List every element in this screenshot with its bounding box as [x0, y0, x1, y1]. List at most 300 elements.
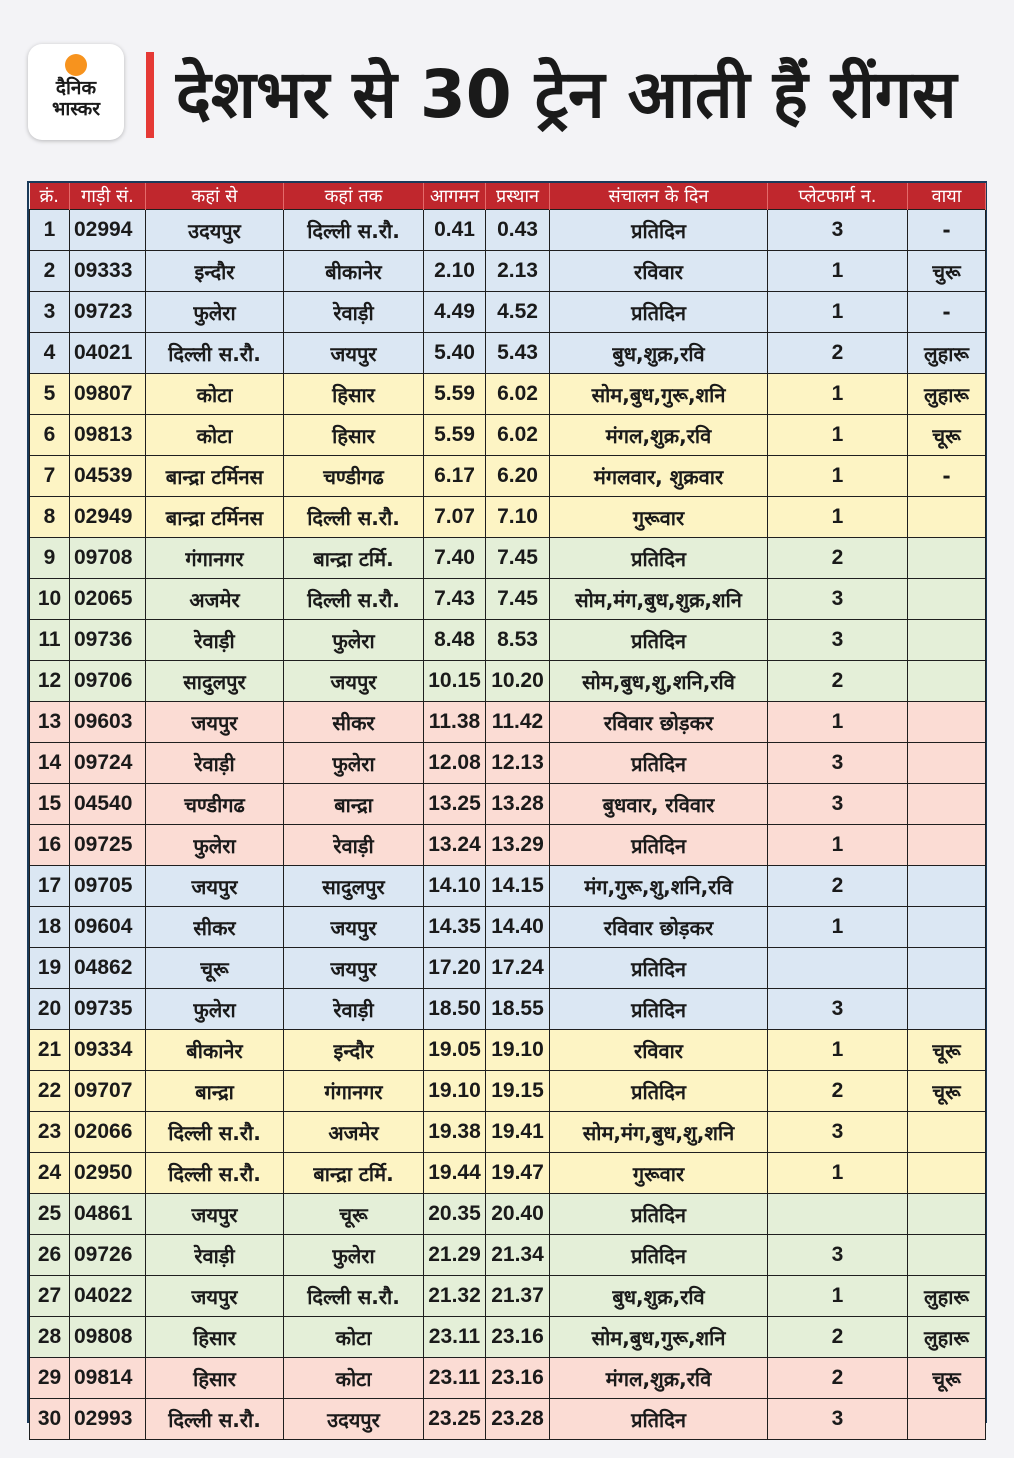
train-number-cell: 02993 [70, 1399, 146, 1440]
train-number-cell: 02949 [70, 497, 146, 538]
header-platform: प्लेटफार्म न. [768, 183, 908, 210]
serial-cell: 11 [30, 620, 70, 661]
platform-cell: 1 [768, 907, 908, 948]
serial-cell: 16 [30, 825, 70, 866]
from-station-cell: अजमेर [146, 579, 284, 620]
operating-days-cell: मंगल,शुक्र,रवि [550, 415, 768, 456]
from-station-cell: चण्डीगढ [146, 784, 284, 825]
train-number-cell: 09735 [70, 989, 146, 1030]
train-number-cell: 04539 [70, 456, 146, 497]
from-station-cell: जयपुर [146, 702, 284, 743]
to-station-cell: जयपुर [284, 907, 424, 948]
serial-cell: 4 [30, 333, 70, 374]
table-row [30, 1112, 986, 1153]
departure-time-cell: 18.55 [486, 989, 550, 1030]
to-station-cell: जयपुर [284, 948, 424, 989]
via-cell: चूरू [908, 1030, 986, 1071]
train-number-cell: 09814 [70, 1358, 146, 1399]
via-cell [908, 538, 986, 579]
table-row [30, 1276, 986, 1317]
arrival-time-cell: 17.20 [424, 948, 486, 989]
table-row [30, 661, 986, 702]
from-station-cell: जयपुर [146, 1276, 284, 1317]
arrival-time-cell: 14.10 [424, 866, 486, 907]
from-station-cell: हिसार [146, 1317, 284, 1358]
train-number-cell: 09808 [70, 1317, 146, 1358]
to-station-cell: बीकानेर [284, 251, 424, 292]
platform-cell: 2 [768, 1358, 908, 1399]
serial-cell: 5 [30, 374, 70, 415]
serial-cell: 24 [30, 1153, 70, 1194]
from-station-cell: रेवाड़ी [146, 620, 284, 661]
departure-time-cell: 23.28 [486, 1399, 550, 1440]
train-number-cell: 09813 [70, 415, 146, 456]
serial-cell: 1 [30, 210, 70, 251]
platform-cell: 3 [768, 1112, 908, 1153]
table-row [30, 989, 986, 1030]
departure-time-cell: 19.10 [486, 1030, 550, 1071]
via-cell [908, 989, 986, 1030]
platform-cell: 2 [768, 333, 908, 374]
train-number-cell: 04022 [70, 1276, 146, 1317]
platform-cell: 1 [768, 292, 908, 333]
to-station-cell: फुलेरा [284, 620, 424, 661]
from-station-cell: दिल्ली स.रौ. [146, 1153, 284, 1194]
table-row [30, 1235, 986, 1276]
operating-days-cell: बुधवार, रविवार [550, 784, 768, 825]
to-station-cell: गंगानगर [284, 1071, 424, 1112]
platform-cell: 1 [768, 374, 908, 415]
table-row [30, 620, 986, 661]
train-number-cell: 09708 [70, 538, 146, 579]
from-station-cell: जयपुर [146, 1194, 284, 1235]
arrival-time-cell: 12.08 [424, 743, 486, 784]
platform-cell: 3 [768, 210, 908, 251]
table-body [30, 210, 986, 1440]
from-station-cell: रेवाड़ी [146, 743, 284, 784]
via-cell [908, 1153, 986, 1194]
table-row [30, 1358, 986, 1399]
to-station-cell: अजमेर [284, 1112, 424, 1153]
table-row [30, 784, 986, 825]
via-cell: - [908, 456, 986, 497]
platform-cell: 1 [768, 415, 908, 456]
via-cell: चूरू [908, 1071, 986, 1112]
from-station-cell: सादुलपुर [146, 661, 284, 702]
serial-cell: 20 [30, 989, 70, 1030]
operating-days-cell: प्रतिदिन [550, 948, 768, 989]
platform-cell: 1 [768, 456, 908, 497]
via-cell [908, 1194, 986, 1235]
table-row [30, 702, 986, 743]
serial-cell: 13 [30, 702, 70, 743]
operating-days-cell: प्रतिदिन [550, 1399, 768, 1440]
via-cell: लुहारू [908, 1276, 986, 1317]
departure-time-cell: 13.28 [486, 784, 550, 825]
from-station-cell: दिल्ली स.रौ. [146, 333, 284, 374]
arrival-time-cell: 0.41 [424, 210, 486, 251]
via-cell: लुहारू [908, 333, 986, 374]
arrival-time-cell: 14.35 [424, 907, 486, 948]
departure-time-cell: 6.20 [486, 456, 550, 497]
arrival-time-cell: 19.10 [424, 1071, 486, 1112]
platform-cell: 2 [768, 1317, 908, 1358]
train-schedule-table-wrapper [27, 181, 987, 1432]
via-cell: - [908, 210, 986, 251]
via-cell [908, 1235, 986, 1276]
to-station-cell: फुलेरा [284, 743, 424, 784]
platform-cell: 3 [768, 579, 908, 620]
to-station-cell: बान्द्रा [284, 784, 424, 825]
arrival-time-cell: 18.50 [424, 989, 486, 1030]
from-station-cell: फुलेरा [146, 989, 284, 1030]
header [0, 0, 1014, 175]
operating-days-cell: प्रतिदिन [550, 1071, 768, 1112]
to-station-cell: जयपुर [284, 333, 424, 374]
train-number-cell: 02066 [70, 1112, 146, 1153]
from-station-cell: कोटा [146, 374, 284, 415]
platform-cell [768, 948, 908, 989]
train-number-cell: 09603 [70, 702, 146, 743]
via-cell [908, 866, 986, 907]
serial-cell: 29 [30, 1358, 70, 1399]
header-arrival: आगमन [424, 183, 486, 210]
via-cell [908, 825, 986, 866]
operating-days-cell: प्रतिदिन [550, 210, 768, 251]
table-row [30, 1399, 986, 1440]
departure-time-cell: 6.02 [486, 374, 550, 415]
table-row [30, 825, 986, 866]
table-row [30, 1153, 986, 1194]
platform-cell: 2 [768, 661, 908, 702]
via-cell [908, 907, 986, 948]
to-station-cell: दिल्ली स.रौ. [284, 1276, 424, 1317]
from-station-cell: बान्द्रा [146, 1071, 284, 1112]
from-station-cell: फुलेरा [146, 825, 284, 866]
serial-cell: 18 [30, 907, 70, 948]
serial-cell: 30 [30, 1399, 70, 1440]
departure-time-cell: 14.15 [486, 866, 550, 907]
table-row [30, 1194, 986, 1235]
train-number-cell: 09707 [70, 1071, 146, 1112]
table-row [30, 907, 986, 948]
arrival-time-cell: 23.11 [424, 1358, 486, 1399]
platform-cell: 1 [768, 1030, 908, 1071]
serial-cell: 3 [30, 292, 70, 333]
table-row [30, 374, 986, 415]
serial-cell: 9 [30, 538, 70, 579]
train-schedule-table [29, 183, 986, 1440]
to-station-cell: उदयपुर [284, 1399, 424, 1440]
train-number-cell: 09334 [70, 1030, 146, 1071]
arrival-time-cell: 13.24 [424, 825, 486, 866]
departure-time-cell: 19.47 [486, 1153, 550, 1194]
to-station-cell: सादुलपुर [284, 866, 424, 907]
arrival-time-cell: 19.38 [424, 1112, 486, 1153]
to-station-cell: कोटा [284, 1317, 424, 1358]
via-cell [908, 1112, 986, 1153]
train-number-cell: 09604 [70, 907, 146, 948]
serial-cell: 12 [30, 661, 70, 702]
departure-time-cell: 11.42 [486, 702, 550, 743]
departure-time-cell: 19.15 [486, 1071, 550, 1112]
header-departure: प्रस्थान [486, 183, 550, 210]
table-row [30, 251, 986, 292]
serial-cell: 19 [30, 948, 70, 989]
operating-days-cell: रविवार छोड़कर [550, 702, 768, 743]
via-cell [908, 620, 986, 661]
to-station-cell: रेवाड़ी [284, 989, 424, 1030]
arrival-time-cell: 7.07 [424, 497, 486, 538]
departure-time-cell: 17.24 [486, 948, 550, 989]
header-to: कहां तक [284, 183, 424, 210]
via-cell [908, 497, 986, 538]
serial-cell: 26 [30, 1235, 70, 1276]
train-number-cell: 04861 [70, 1194, 146, 1235]
from-station-cell: बान्द्रा टर्मिनस [146, 456, 284, 497]
operating-days-cell: गुरूवार [550, 1153, 768, 1194]
train-number-cell: 09725 [70, 825, 146, 866]
arrival-time-cell: 21.29 [424, 1235, 486, 1276]
train-number-cell: 02950 [70, 1153, 146, 1194]
table-row [30, 866, 986, 907]
arrival-time-cell: 7.40 [424, 538, 486, 579]
header-serial: क्रं. [30, 183, 70, 210]
serial-cell: 14 [30, 743, 70, 784]
train-number-cell: 09807 [70, 374, 146, 415]
departure-time-cell: 0.43 [486, 210, 550, 251]
departure-time-cell: 20.40 [486, 1194, 550, 1235]
via-cell [908, 661, 986, 702]
operating-days-cell: सोम,मंग,बुध,शुक्र,शनि [550, 579, 768, 620]
platform-cell: 1 [768, 251, 908, 292]
arrival-time-cell: 23.25 [424, 1399, 486, 1440]
from-station-cell: बीकानेर [146, 1030, 284, 1071]
departure-time-cell: 7.45 [486, 579, 550, 620]
operating-days-cell: रविवार [550, 251, 768, 292]
from-station-cell: जयपुर [146, 866, 284, 907]
from-station-cell: सीकर [146, 907, 284, 948]
serial-cell: 23 [30, 1112, 70, 1153]
arrival-time-cell: 21.32 [424, 1276, 486, 1317]
platform-cell: 3 [768, 1399, 908, 1440]
to-station-cell: हिसार [284, 415, 424, 456]
table-row [30, 333, 986, 374]
train-number-cell: 02065 [70, 579, 146, 620]
platform-cell: 1 [768, 702, 908, 743]
via-cell [908, 579, 986, 620]
to-station-cell: बान्द्रा टर्मि. [284, 538, 424, 579]
from-station-cell: कोटा [146, 415, 284, 456]
train-number-cell: 04862 [70, 948, 146, 989]
serial-cell: 15 [30, 784, 70, 825]
to-station-cell: रेवाड़ी [284, 825, 424, 866]
train-number-cell: 09726 [70, 1235, 146, 1276]
serial-cell: 7 [30, 456, 70, 497]
departure-time-cell: 19.41 [486, 1112, 550, 1153]
operating-days-cell: प्रतिदिन [550, 620, 768, 661]
operating-days-cell: रविवार छोड़कर [550, 907, 768, 948]
via-cell: लुहारू [908, 374, 986, 415]
table-row [30, 579, 986, 620]
operating-days-cell: प्रतिदिन [550, 538, 768, 579]
platform-cell: 2 [768, 866, 908, 907]
arrival-time-cell: 4.49 [424, 292, 486, 333]
arrival-time-cell: 5.59 [424, 374, 486, 415]
logo-text: दैनिक भास्कर [51, 77, 101, 120]
arrival-time-cell: 13.25 [424, 784, 486, 825]
operating-days-cell: प्रतिदिन [550, 825, 768, 866]
table-row [30, 415, 986, 456]
train-number-cell: 09705 [70, 866, 146, 907]
departure-time-cell: 2.13 [486, 251, 550, 292]
arrival-time-cell: 23.11 [424, 1317, 486, 1358]
serial-cell: 8 [30, 497, 70, 538]
to-station-cell: कोटा [284, 1358, 424, 1399]
arrival-time-cell: 19.05 [424, 1030, 486, 1071]
via-cell [908, 1399, 986, 1440]
to-station-cell: दिल्ली स.रौ. [284, 210, 424, 251]
serial-cell: 17 [30, 866, 70, 907]
operating-days-cell: बुध,शुक्र,रवि [550, 1276, 768, 1317]
operating-days-cell: बुध,शुक्र,रवि [550, 333, 768, 374]
departure-time-cell: 7.45 [486, 538, 550, 579]
platform-cell: 3 [768, 989, 908, 1030]
serial-cell: 22 [30, 1071, 70, 1112]
train-number-cell: 09333 [70, 251, 146, 292]
via-cell: - [908, 292, 986, 333]
departure-time-cell: 5.43 [486, 333, 550, 374]
platform-cell: 2 [768, 538, 908, 579]
page-title: देशभर से 30 ट्रेन आती हैं रींगस [176, 56, 957, 133]
operating-days-cell: प्रतिदिन [550, 1194, 768, 1235]
serial-cell: 2 [30, 251, 70, 292]
table-row [30, 210, 986, 251]
serial-cell: 25 [30, 1194, 70, 1235]
from-station-cell: रेवाड़ी [146, 1235, 284, 1276]
from-station-cell: बान्द्रा टर्मिनस [146, 497, 284, 538]
arrival-time-cell: 5.40 [424, 333, 486, 374]
table-row [30, 1317, 986, 1358]
operating-days-cell: प्रतिदिन [550, 743, 768, 784]
to-station-cell: चूरू [284, 1194, 424, 1235]
arrival-time-cell: 10.15 [424, 661, 486, 702]
dainik-bhaskar-logo [28, 44, 124, 140]
departure-time-cell: 21.37 [486, 1276, 550, 1317]
table-row [30, 1071, 986, 1112]
from-station-cell: चूरू [146, 948, 284, 989]
operating-days-cell: गुरूवार [550, 497, 768, 538]
platform-cell: 1 [768, 1153, 908, 1194]
arrival-time-cell: 5.59 [424, 415, 486, 456]
operating-days-cell: प्रतिदिन [550, 1235, 768, 1276]
platform-cell: 3 [768, 620, 908, 661]
platform-cell: 3 [768, 784, 908, 825]
to-station-cell: चण्डीगढ [284, 456, 424, 497]
departure-time-cell: 4.52 [486, 292, 550, 333]
departure-time-cell: 7.10 [486, 497, 550, 538]
operating-days-cell: सोम,बुध,शु,शनि,रवि [550, 661, 768, 702]
table-row [30, 538, 986, 579]
operating-days-cell: सोम,बुध,गुरू,शनि [550, 374, 768, 415]
via-cell: चुरू [908, 251, 986, 292]
operating-days-cell: मंगल,शुक्र,रवि [550, 1358, 768, 1399]
operating-days-cell: सोम,बुध,गुरू,शनि [550, 1317, 768, 1358]
to-station-cell: रेवाड़ी [284, 292, 424, 333]
from-station-cell: इन्दौर [146, 251, 284, 292]
table-row [30, 1030, 986, 1071]
via-cell: चूरू [908, 415, 986, 456]
serial-cell: 28 [30, 1317, 70, 1358]
operating-days-cell: सोम,मंग,बुध,शु,शनि [550, 1112, 768, 1153]
operating-days-cell: प्रतिदिन [550, 292, 768, 333]
to-station-cell: फुलेरा [284, 1235, 424, 1276]
via-cell: चूरू [908, 1358, 986, 1399]
operating-days-cell: मंग,गुरू,शु,शनि,रवि [550, 866, 768, 907]
platform-cell: 3 [768, 1235, 908, 1276]
to-station-cell: बान्द्रा टर्मि. [284, 1153, 424, 1194]
via-cell [908, 784, 986, 825]
from-station-cell: दिल्ली स.रौ. [146, 1399, 284, 1440]
platform-cell: 1 [768, 825, 908, 866]
header-operating-days: संचालन के दिन [550, 183, 768, 210]
platform-cell: 1 [768, 497, 908, 538]
to-station-cell: दिल्ली स.रौ. [284, 579, 424, 620]
train-number-cell: 09736 [70, 620, 146, 661]
train-number-cell: 09706 [70, 661, 146, 702]
to-station-cell: सीकर [284, 702, 424, 743]
title-accent-bar [146, 52, 154, 138]
departure-time-cell: 6.02 [486, 415, 550, 456]
via-cell [908, 743, 986, 784]
departure-time-cell: 14.40 [486, 907, 550, 948]
train-number-cell: 09723 [70, 292, 146, 333]
to-station-cell: इन्दौर [284, 1030, 424, 1071]
arrival-time-cell: 8.48 [424, 620, 486, 661]
table-header-row [30, 183, 986, 210]
departure-time-cell: 21.34 [486, 1235, 550, 1276]
from-station-cell: गंगानगर [146, 538, 284, 579]
header-train-number: गाड़ी सं. [70, 183, 146, 210]
platform-cell: 3 [768, 743, 908, 784]
serial-cell: 10 [30, 579, 70, 620]
via-cell [908, 948, 986, 989]
to-station-cell: दिल्ली स.रौ. [284, 497, 424, 538]
from-station-cell: हिसार [146, 1358, 284, 1399]
departure-time-cell: 13.29 [486, 825, 550, 866]
serial-cell: 21 [30, 1030, 70, 1071]
operating-days-cell: प्रतिदिन [550, 989, 768, 1030]
arrival-time-cell: 19.44 [424, 1153, 486, 1194]
via-cell: लुहारू [908, 1317, 986, 1358]
header-via: वाया [908, 183, 986, 210]
via-cell [908, 702, 986, 743]
table-row [30, 948, 986, 989]
to-station-cell: जयपुर [284, 661, 424, 702]
platform-cell: 1 [768, 1276, 908, 1317]
train-number-cell: 09724 [70, 743, 146, 784]
operating-days-cell: मंगलवार, शुक्रवार [550, 456, 768, 497]
from-station-cell: दिल्ली स.रौ. [146, 1112, 284, 1153]
arrival-time-cell: 2.10 [424, 251, 486, 292]
departure-time-cell: 23.16 [486, 1358, 550, 1399]
arrival-time-cell: 20.35 [424, 1194, 486, 1235]
serial-cell: 27 [30, 1276, 70, 1317]
platform-cell [768, 1194, 908, 1235]
arrival-time-cell: 6.17 [424, 456, 486, 497]
arrival-time-cell: 7.43 [424, 579, 486, 620]
table-row [30, 456, 986, 497]
